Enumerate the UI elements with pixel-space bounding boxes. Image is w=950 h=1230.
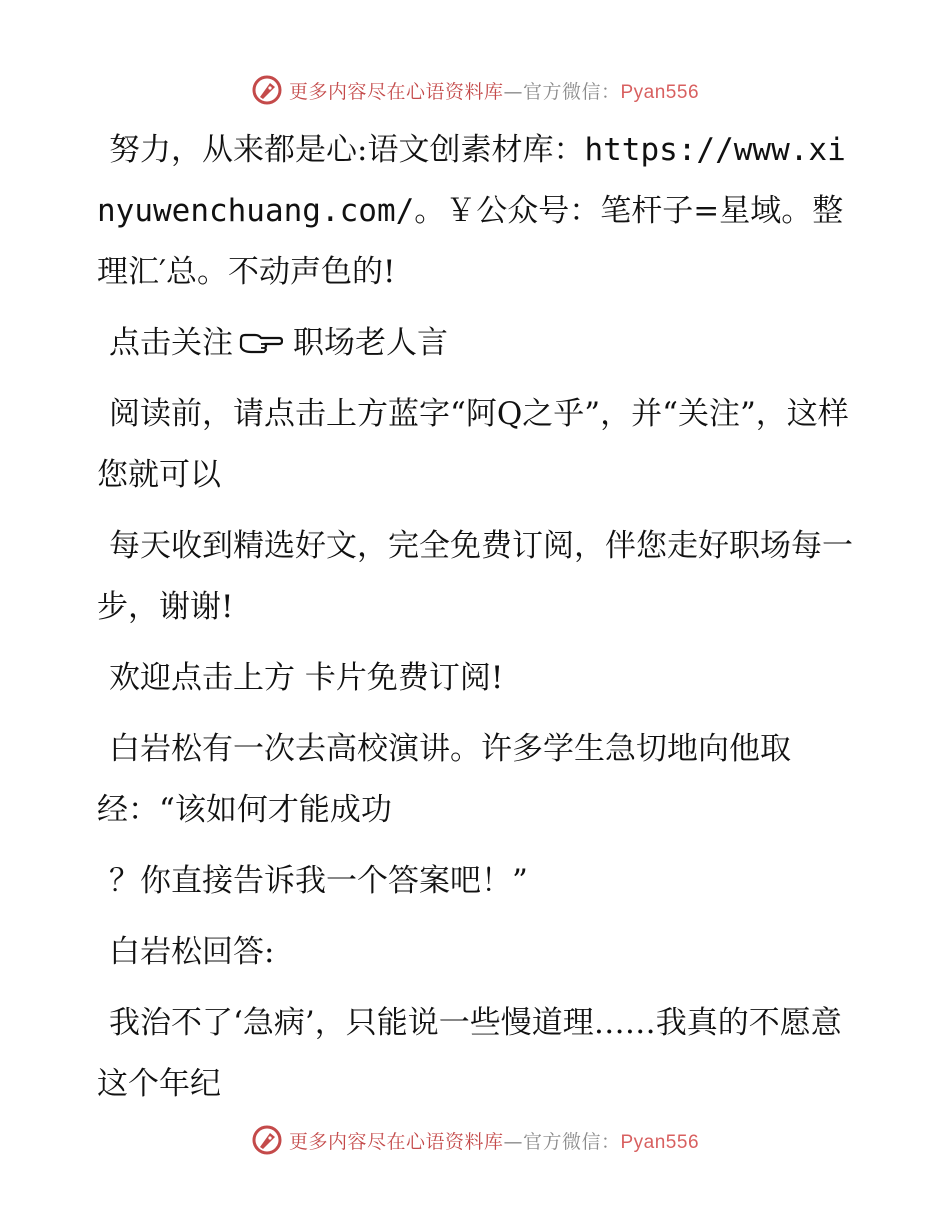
document-body <box>97 120 857 1125</box>
paragraph-1 <box>97 120 857 303</box>
banner-wechat-id: Pyan556 <box>620 1131 700 1153</box>
paragraph-7: ？你直接告诉我一个答案吧！” <box>109 863 528 899</box>
paragraph-3: 阅读前，请点击上方蓝字“阿Q之乎”，并“关注”，这样您就可以 <box>97 396 849 493</box>
paragraph-9: 我治不了‘急病’，只能说一些慢道理……我真的不愿意这个年纪 <box>97 1005 842 1102</box>
paragraph-4: 每天收到精选好文，完全免费订阅，伴您走好职场每一步，谢谢! <box>97 528 853 625</box>
paragraph-1-post: 。￥公众号：笔杆子=星域。整理汇′总。不动声色的! <box>97 193 844 290</box>
paragraph-8: 白岩松回答: <box>109 934 275 970</box>
pen-nib-circle-icon <box>251 74 283 106</box>
banner-main: 更多内容尽在心语资料库 <box>288 1130 504 1153</box>
banner-main: 更多内容尽在心语资料库 <box>288 80 504 103</box>
banner-text <box>289 77 699 104</box>
footer-banner <box>0 1120 950 1160</box>
paragraph-2 <box>97 313 857 374</box>
paragraph-1-pre: 努力，从来都是心:语文创素材库： <box>109 132 585 168</box>
follow-prompt: 点击关注 <box>109 325 233 361</box>
banner-label: 官方微信： <box>522 1130 621 1153</box>
paragraph-6: 白岩松有一次去高校演讲。许多学生急切地向他取经：“该如何才能成功 <box>97 731 791 828</box>
banner-label: 官方微信： <box>522 80 621 103</box>
header-banner <box>0 70 950 110</box>
banner-dash: — <box>503 1130 523 1153</box>
banner-wechat-id: Pyan556 <box>620 81 700 103</box>
pen-nib-circle-icon <box>251 1124 283 1156</box>
source-url-link[interactable]: https://www.xinyuwenchuang.com/ <box>97 132 846 229</box>
pointing-hand-icon <box>239 329 283 355</box>
banner-dash: — <box>503 80 523 103</box>
account-name: 职场老人言 <box>293 325 448 361</box>
paragraph-5: 欢迎点击上方 卡片免费订阅! <box>109 660 504 696</box>
banner-text <box>289 1127 699 1154</box>
